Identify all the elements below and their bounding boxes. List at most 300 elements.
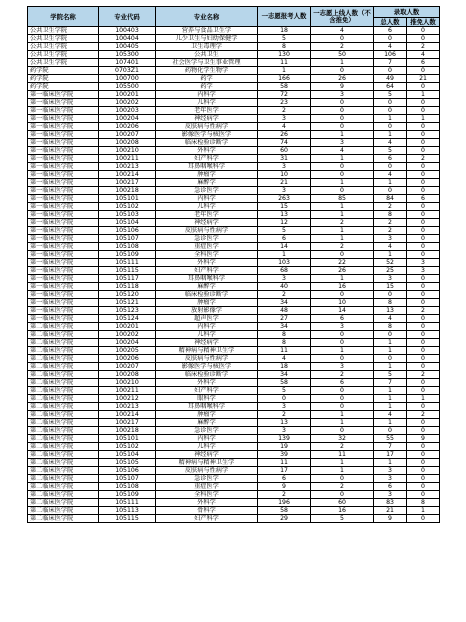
cell-tuimian: 0 (407, 355, 440, 363)
cell-first-choice: 3 (258, 275, 311, 283)
cell-code: 100218 (99, 427, 156, 435)
cell-total: 1 (374, 395, 407, 403)
table-row (28, 43, 440, 51)
cell-school: 第一临床医学院 (28, 179, 99, 187)
cell-online: 0 (311, 115, 374, 123)
cell-total: 6 (374, 27, 407, 35)
cell-first-choice: 48 (258, 307, 311, 315)
cell-first-choice: 196 (258, 499, 311, 507)
table-row (28, 379, 440, 387)
cell-online: 0 (311, 427, 374, 435)
cell-major: 老年医学 (156, 211, 258, 219)
cell-major: 骨科学 (156, 507, 258, 515)
cell-total: 15 (374, 283, 407, 291)
table-row (28, 291, 440, 299)
cell-online: 1 (311, 459, 374, 467)
cell-online: 3 (311, 323, 374, 331)
table-body (28, 27, 440, 523)
table-row (28, 395, 440, 403)
cell-online: 3 (311, 91, 374, 99)
cell-school: 公共卫生学院 (28, 35, 99, 43)
table-row (28, 187, 440, 195)
table-row (28, 219, 440, 227)
cell-first-choice: 23 (258, 99, 311, 107)
cell-online: 0 (311, 491, 374, 499)
table-row (28, 179, 440, 187)
cell-school: 第二临床医学院 (28, 499, 99, 507)
cell-tuimian: 0 (407, 107, 440, 115)
cell-code: 105102 (99, 443, 156, 451)
cell-major: 神经病学 (156, 451, 258, 459)
cell-major: 影像医学与核医学 (156, 131, 258, 139)
cell-total: 4 (374, 171, 407, 179)
cell-major: 儿科学 (156, 443, 258, 451)
cell-major: 药学 (156, 83, 258, 91)
cell-online: 2 (311, 43, 374, 51)
cell-first-choice: 13 (258, 419, 311, 427)
cell-school: 第一临床医学院 (28, 235, 99, 243)
cell-total: 6 (374, 155, 407, 163)
cell-first-choice: 1 (258, 251, 311, 259)
cell-online: 14 (311, 307, 374, 315)
cell-total: 0 (374, 123, 407, 131)
table-row (28, 435, 440, 443)
cell-online: 0 (311, 291, 374, 299)
cell-first-choice: 21 (258, 179, 311, 187)
cell-online: 0 (311, 107, 374, 115)
cell-school: 第二临床医学院 (28, 379, 99, 387)
table-row (28, 387, 440, 395)
table-row (28, 507, 440, 515)
cell-online: 0 (311, 163, 374, 171)
cell-school: 第一临床医学院 (28, 187, 99, 195)
table-row (28, 419, 440, 427)
cell-major: 临床检验诊断学 (156, 139, 258, 147)
cell-tuimian: 0 (407, 275, 440, 283)
cell-total: 8 (374, 211, 407, 219)
cell-code: 105107 (99, 475, 156, 483)
cell-online: 0 (311, 339, 374, 347)
table-row (28, 211, 440, 219)
cell-first-choice: 5 (258, 227, 311, 235)
cell-tuimian: 0 (407, 227, 440, 235)
cell-major: 临床检验诊断学 (156, 291, 258, 299)
cell-code: 100404 (99, 35, 156, 43)
cell-major: 眼科学 (156, 395, 258, 403)
cell-code: 105124 (99, 315, 156, 323)
cell-school: 第一临床医学院 (28, 195, 99, 203)
cell-total: 0 (374, 331, 407, 339)
cell-school: 公共卫生学院 (28, 59, 99, 67)
cell-tuimian: 6 (407, 59, 440, 67)
cell-first-choice: 58 (258, 507, 311, 515)
cell-tuimian: 0 (407, 323, 440, 331)
table-row (28, 451, 440, 459)
cell-first-choice: 11 (258, 59, 311, 67)
table-row (28, 339, 440, 347)
cell-online: 50 (311, 51, 374, 59)
table-row (28, 115, 440, 123)
table-row (28, 227, 440, 235)
cell-tuimian: 0 (407, 379, 440, 387)
cell-tuimian: 0 (407, 475, 440, 483)
cell-major: 急诊医学 (156, 427, 258, 435)
table-row (28, 171, 440, 179)
cell-online: 0 (311, 187, 374, 195)
cell-total: 1 (374, 131, 407, 139)
table-row (28, 131, 440, 139)
table-row (28, 427, 440, 435)
cell-total: 3 (374, 475, 407, 483)
cell-code: 100202 (99, 99, 156, 107)
cell-total: 0 (374, 35, 407, 43)
cell-tuimian: 0 (407, 123, 440, 131)
cell-school: 第二临床医学院 (28, 443, 99, 451)
cell-major: 精神病与精神卫生学 (156, 347, 258, 355)
cell-first-choice: 34 (258, 371, 311, 379)
cell-major: 临床检验诊断学 (156, 371, 258, 379)
cell-code: 100201 (99, 91, 156, 99)
table-row (28, 195, 440, 203)
cell-online: 0 (311, 123, 374, 131)
cell-total: 0 (374, 355, 407, 363)
table-row (28, 363, 440, 371)
cell-total: 1 (374, 347, 407, 355)
cell-total: 7 (374, 59, 407, 67)
cell-major: 影像医学与核医学 (156, 363, 258, 371)
cell-major: 神经病学 (156, 339, 258, 347)
table-row (28, 203, 440, 211)
cell-school: 第二临床医学院 (28, 507, 99, 515)
cell-online: 22 (311, 259, 374, 267)
cell-code: 105104 (99, 451, 156, 459)
cell-code: 105115 (99, 515, 156, 523)
table-row (28, 35, 440, 43)
cell-online: 1 (311, 467, 374, 475)
cell-first-choice: 58 (258, 379, 311, 387)
cell-tuimian: 0 (407, 67, 440, 75)
header-code: 专业代码 (99, 7, 156, 27)
cell-online: 6 (311, 315, 374, 323)
table-row (28, 243, 440, 251)
cell-major: 皮肤病与性病学 (156, 355, 258, 363)
table-row (28, 315, 440, 323)
cell-code: 105106 (99, 467, 156, 475)
cell-total: 4 (374, 411, 407, 419)
cell-online: 1 (311, 155, 374, 163)
cell-total: 4 (374, 139, 407, 147)
table-row (28, 75, 440, 83)
cell-major: 急诊医学 (156, 475, 258, 483)
cell-first-choice: 39 (258, 451, 311, 459)
cell-tuimian: 0 (407, 467, 440, 475)
cell-online: 2 (311, 243, 374, 251)
cell-online: 2 (311, 371, 374, 379)
cell-school: 第一临床医学院 (28, 147, 99, 155)
cell-code: 105300 (99, 51, 156, 59)
cell-total: 64 (374, 83, 407, 91)
cell-major: 超声医学 (156, 315, 258, 323)
table-row (28, 371, 440, 379)
cell-code: 100206 (99, 123, 156, 131)
cell-code: 105105 (99, 459, 156, 467)
cell-code: 105107 (99, 235, 156, 243)
cell-first-choice: 12 (258, 219, 311, 227)
header-first-choice: 一志愿报考人数 (258, 7, 311, 27)
cell-tuimian: 0 (407, 187, 440, 195)
cell-code: 100213 (99, 163, 156, 171)
cell-tuimian: 1 (407, 91, 440, 99)
cell-tuimian: 0 (407, 419, 440, 427)
cell-school: 第二临床医学院 (28, 419, 99, 427)
cell-code: 105108 (99, 243, 156, 251)
cell-first-choice: 3 (258, 427, 311, 435)
cell-major: 重症医学 (156, 243, 258, 251)
cell-tuimian: 3 (407, 259, 440, 267)
cell-total: 2 (374, 203, 407, 211)
cell-total: 0 (374, 291, 407, 299)
cell-total: 3 (374, 491, 407, 499)
cell-code: 100210 (99, 379, 156, 387)
table-row (28, 499, 440, 507)
cell-school: 第一临床医学院 (28, 227, 99, 235)
cell-total: 9 (374, 515, 407, 523)
cell-major: 耳鼻咽喉科学 (156, 163, 258, 171)
cell-major: 内科学 (156, 435, 258, 443)
cell-tuimian: 0 (407, 291, 440, 299)
cell-major: 神经病学 (156, 115, 258, 123)
cell-school: 第一临床医学院 (28, 219, 99, 227)
cell-code: 100700 (99, 75, 156, 83)
cell-online: 0 (311, 395, 374, 403)
cell-major: 妇产科学 (156, 387, 258, 395)
cell-total: 3 (374, 235, 407, 243)
cell-tuimian: 2 (407, 411, 440, 419)
table-row (28, 275, 440, 283)
cell-tuimian: 0 (407, 443, 440, 451)
table-row (28, 123, 440, 131)
cell-code: 105106 (99, 227, 156, 235)
cell-online: 1 (311, 227, 374, 235)
cell-code: 105102 (99, 203, 156, 211)
table-row (28, 491, 440, 499)
table-row (28, 27, 440, 35)
cell-total: 3 (374, 275, 407, 283)
table-row (28, 347, 440, 355)
cell-online: 2 (311, 443, 374, 451)
cell-major: 全科医学 (156, 491, 258, 499)
cell-code: 105111 (99, 259, 156, 267)
cell-online: 4 (311, 27, 374, 35)
cell-code: 100202 (99, 331, 156, 339)
cell-tuimian: 0 (407, 347, 440, 355)
cell-code: 105120 (99, 291, 156, 299)
table-row (28, 331, 440, 339)
cell-school: 第二临床医学院 (28, 435, 99, 443)
cell-first-choice: 9 (258, 483, 311, 491)
cell-first-choice: 11 (258, 459, 311, 467)
cell-tuimian: 9 (407, 435, 440, 443)
cell-online: 11 (311, 451, 374, 459)
admission-table (27, 6, 440, 523)
cell-code: 100204 (99, 115, 156, 123)
cell-first-choice: 0 (258, 395, 311, 403)
cell-first-choice: 2 (258, 491, 311, 499)
cell-major: 麻醉学 (156, 419, 258, 427)
cell-first-choice: 8 (258, 331, 311, 339)
cell-first-choice: 26 (258, 131, 311, 139)
cell-school: 第二临床医学院 (28, 427, 99, 435)
table-row (28, 283, 440, 291)
table-row (28, 267, 440, 275)
cell-code: 105117 (99, 275, 156, 283)
cell-online: 0 (311, 67, 374, 75)
cell-total: 8 (374, 323, 407, 331)
cell-major: 皮肤病与性病学 (156, 227, 258, 235)
cell-major: 肿瘤学 (156, 171, 258, 179)
cell-online: 6 (311, 379, 374, 387)
cell-online: 16 (311, 507, 374, 515)
cell-major: 耳鼻咽喉科学 (156, 403, 258, 411)
cell-tuimian: 0 (407, 363, 440, 371)
cell-school: 第一临床医学院 (28, 155, 99, 163)
cell-first-choice: 4 (258, 355, 311, 363)
table-row (28, 403, 440, 411)
cell-code: 100211 (99, 387, 156, 395)
cell-major: 外科学 (156, 147, 258, 155)
cell-code: 105109 (99, 491, 156, 499)
cell-school: 第二临床医学院 (28, 459, 99, 467)
cell-first-choice: 2 (258, 411, 311, 419)
cell-major: 儿科学 (156, 203, 258, 211)
cell-total: 1 (374, 363, 407, 371)
cell-first-choice: 13 (258, 211, 311, 219)
cell-total: 0 (374, 99, 407, 107)
cell-tuimian: 0 (407, 459, 440, 467)
header-school: 学院名称 (28, 7, 99, 27)
table-row (28, 475, 440, 483)
cell-school: 第一临床医学院 (28, 115, 99, 123)
cell-code: 100203 (99, 107, 156, 115)
cell-school: 第二临床医学院 (28, 395, 99, 403)
cell-school: 第二临床医学院 (28, 403, 99, 411)
cell-major: 儿少卫生与妇幼保健学 (156, 35, 258, 43)
cell-tuimian: 0 (407, 243, 440, 251)
cell-tuimian: 0 (407, 387, 440, 395)
cell-first-choice: 166 (258, 75, 311, 83)
table-row (28, 299, 440, 307)
cell-tuimian: 0 (407, 99, 440, 107)
cell-school: 第二临床医学院 (28, 467, 99, 475)
cell-school: 第一临床医学院 (28, 107, 99, 115)
cell-total: 25 (374, 267, 407, 275)
cell-code: 107401 (99, 59, 156, 67)
cell-first-choice: 8 (258, 43, 311, 51)
cell-tuimian: 21 (407, 75, 440, 83)
table-row (28, 139, 440, 147)
cell-code: 100214 (99, 411, 156, 419)
cell-tuimian: 0 (407, 147, 440, 155)
cell-major: 外科学 (156, 259, 258, 267)
cell-online: 1 (311, 211, 374, 219)
cell-school: 第二临床医学院 (28, 515, 99, 523)
cell-code: 100405 (99, 43, 156, 51)
cell-major: 重症医学 (156, 483, 258, 491)
cell-school: 第一临床医学院 (28, 307, 99, 315)
cell-school: 第一临床医学院 (28, 171, 99, 179)
cell-school: 第二临床医学院 (28, 483, 99, 491)
cell-first-choice: 18 (258, 363, 311, 371)
cell-tuimian: 0 (407, 251, 440, 259)
cell-total: 7 (374, 379, 407, 387)
cell-first-choice: 34 (258, 299, 311, 307)
cell-code: 105118 (99, 283, 156, 291)
cell-tuimian: 0 (407, 491, 440, 499)
cell-code: 100214 (99, 171, 156, 179)
cell-school: 第二临床医学院 (28, 491, 99, 499)
cell-online: 0 (311, 99, 374, 107)
cell-online: 3 (311, 363, 374, 371)
admission-table-container (27, 6, 439, 523)
cell-online: 1 (311, 347, 374, 355)
table-row (28, 443, 440, 451)
cell-total: 17 (374, 451, 407, 459)
cell-school: 药学院 (28, 75, 99, 83)
cell-first-choice: 2 (258, 107, 311, 115)
cell-major: 药学 (156, 75, 258, 83)
table-header (28, 7, 440, 27)
cell-school: 公共卫生学院 (28, 27, 99, 35)
table-row (28, 411, 440, 419)
cell-online: 1 (311, 59, 374, 67)
cell-first-choice: 3 (258, 187, 311, 195)
cell-tuimian: 1 (407, 507, 440, 515)
cell-school: 第一临床医学院 (28, 131, 99, 139)
cell-online: 26 (311, 267, 374, 275)
cell-online: 0 (311, 251, 374, 259)
cell-school: 公共卫生学院 (28, 43, 99, 51)
cell-code: 105115 (99, 267, 156, 275)
cell-online: 5 (311, 515, 374, 523)
header-admit: 录取人数 (374, 7, 440, 18)
table-row (28, 67, 440, 75)
cell-code: 100210 (99, 147, 156, 155)
cell-code: 105108 (99, 483, 156, 491)
cell-online: 1 (311, 131, 374, 139)
cell-tuimian: 0 (407, 139, 440, 147)
cell-first-choice: 4 (258, 123, 311, 131)
cell-total: 0 (374, 187, 407, 195)
cell-online: 0 (311, 171, 374, 179)
cell-first-choice: 8 (258, 339, 311, 347)
cell-tuimian: 0 (407, 35, 440, 43)
cell-school: 第二临床医学院 (28, 411, 99, 419)
cell-tuimian: 0 (407, 331, 440, 339)
table-row (28, 235, 440, 243)
table-row (28, 147, 440, 155)
cell-total: 55 (374, 435, 407, 443)
header-major: 专业名称 (156, 7, 258, 27)
cell-code: 105123 (99, 307, 156, 315)
cell-total: 0 (374, 163, 407, 171)
cell-tuimian: 0 (407, 219, 440, 227)
cell-total: 1 (374, 339, 407, 347)
cell-major: 急诊医学 (156, 235, 258, 243)
cell-online: 0 (311, 387, 374, 395)
table-row (28, 355, 440, 363)
table-row (28, 99, 440, 107)
cell-total: 2 (374, 219, 407, 227)
